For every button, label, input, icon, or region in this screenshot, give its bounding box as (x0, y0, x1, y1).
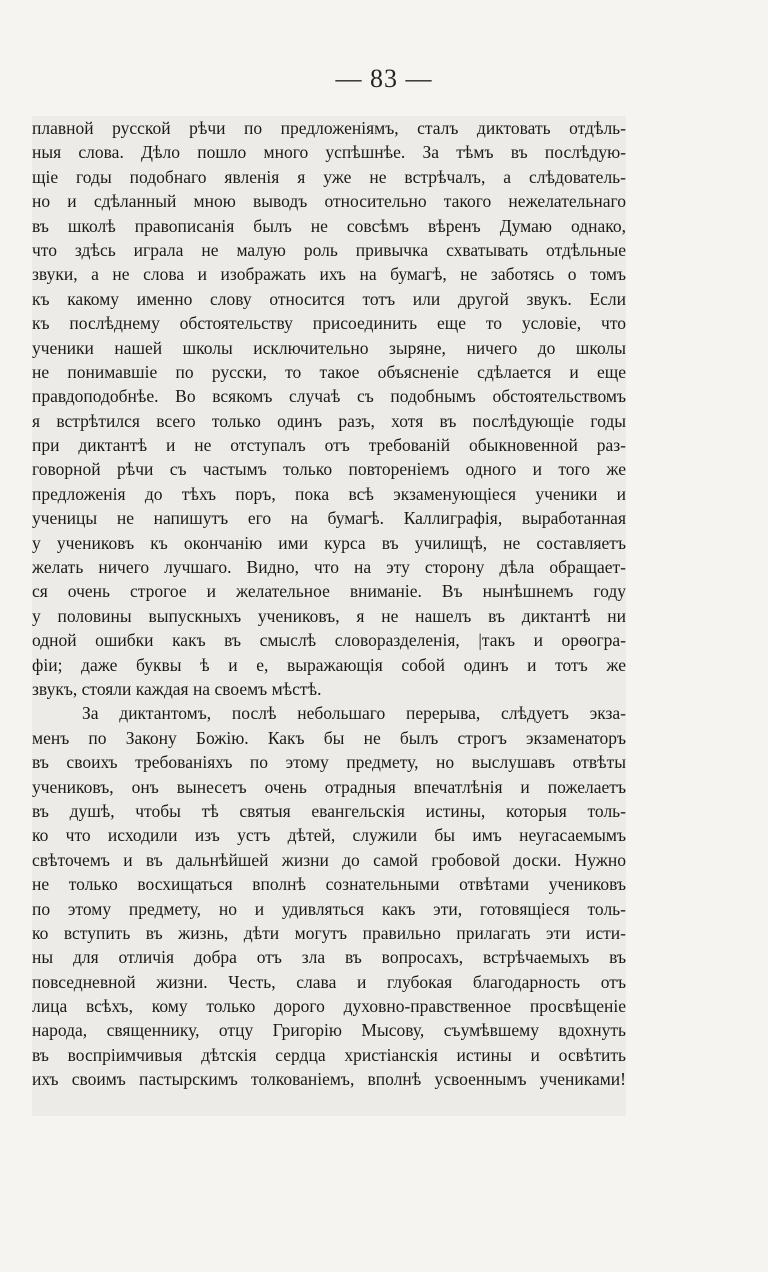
text-line: къ послѣднему обстоятельству присоединить еще то условіе, что (32, 312, 626, 334)
text-line: ко что исходили изъ устъ дѣтей, служили бы имъ неугасаемымъ (32, 824, 626, 846)
text-line: ихъ своимъ пастырскимъ толкованіемъ, вполнѣ усвоеннымъ учениками! (32, 1068, 626, 1090)
text-line: повседневной жизни. Честь, слава и глубокая благодарность отъ (32, 971, 626, 993)
text-line: но и сдѣланный мною выводъ относительно такого нежелательнаго (32, 190, 626, 212)
paragraph-2 (32, 701, 626, 1091)
text-line: въ своихъ требованіяхъ по этому предмету, но выслушавъ отвѣты (32, 751, 626, 773)
text-line: народа, священнику, отцу Григорію Мысову, съумѣвшему вдохнуть (32, 1020, 626, 1041)
text-block (32, 116, 626, 1116)
text-line: фіи; даже буквы ѣ и е, выражающія собой одинъ и тотъ же (32, 654, 626, 675)
text-line: ученицы не напишутъ его на бумагѣ. Каллиграфія, выработанная (32, 507, 626, 529)
text-line: звукъ, стояли каждая на своемъ мѣстѣ. (32, 678, 322, 700)
text-line: въ душѣ, чтобы тѣ святыя евангельскія истины, которыя толь- (32, 800, 626, 822)
text-line: правдоподобнѣе. Во всякомъ случаѣ съ подобнымъ обстоятельствомъ (32, 385, 626, 407)
text-line: ко вступить въ жизнь, дѣти могутъ правильно прилагать эти исти- (32, 922, 626, 944)
text-line: что здѣсь играла не малую роль привычка схватывать отдѣльные (32, 239, 626, 261)
text-line: въ воспріимчивыя дѣтскія сердца христіанскія истины и освѣтить (32, 1044, 626, 1066)
text-line: свѣточемъ и въ дальнѣйшей жизни до самой гробовой доски. Нужно (32, 849, 626, 871)
text-line: щіе годы подобнаго явленія я уже не встрѣчалъ, а слѣдователь- (32, 166, 626, 188)
text-line: въ школѣ правописанія былъ не совсѣмъ вѣренъ Думаю однако, (32, 215, 626, 236)
text-line: къ какому именно слову относится тотъ или другой звукъ. Если (32, 288, 626, 310)
text-line: ученики нашей школы исключительно зыряне, ничего до школы (32, 337, 626, 358)
paragraph-1 (32, 116, 626, 701)
text-line: не понимавшіе по русски, то такое объясненіе сдѣлается и еще (32, 361, 626, 383)
text-line: у учениковъ къ окончанію ими курса въ училищѣ, не составляетъ (32, 532, 626, 554)
text-line: говорной рѣчи съ частымъ только повтореніемъ одного и того же (32, 459, 626, 480)
text-line: учениковъ, онъ вынесетъ очень отрадныя впечатлѣнія и пожелаетъ (32, 776, 626, 797)
text-line: по этому предмету, но и удивляться какъ эти, готовящіеся толь- (32, 898, 626, 919)
page-number: — 83 — (335, 64, 433, 93)
text-line: при диктантѣ и не отступалъ отъ требованій обыкновенной раз- (32, 434, 626, 456)
text-line: одной ошибки какъ въ смыслѣ словоразделенія, |такъ и орѳогра- (32, 629, 626, 651)
text-line: лица всѣхъ, кому только дорого духовно-правственное просвѣщеніе (32, 995, 626, 1017)
text-line: ся очень строгое и желательное вниманіе. Въ нынѣшнемъ году (32, 581, 626, 602)
text-line: предложенія до тѣхъ поръ, пока всѣ экзаменующіеся ученики и (32, 483, 626, 505)
text-line: За диктантомъ, послѣ небольшаго перерыва, слѣдуетъ экза- (82, 702, 626, 724)
text-line: ны для отличія добра отъ зла въ вопросахъ, встрѣчаемыхъ въ (32, 946, 626, 968)
text-line: звуки, а не слова и изображать ихъ на бумагѣ, не заботясь о томъ (32, 263, 626, 285)
text-line: ныя слова. Дѣло пошло много успѣшнѣе. За тѣмъ въ послѣдую- (32, 141, 626, 163)
text-line: желать ничего лучшаго. Видно, что на эту сторону дѣла обращает- (32, 556, 626, 578)
text-line: у половины выпускныхъ учениковъ, я не нашелъ въ диктантѣ ни (32, 605, 626, 627)
text-line: менъ по Закону Божію. Какъ бы не былъ строгъ экзаменаторъ (32, 727, 626, 749)
text-line: плавной русской рѣчи по предложеніямъ, сталъ диктовать отдѣль- (32, 117, 626, 139)
text-line: я встрѣтился всего только одинъ разъ, хотя въ послѣдующіе годы (32, 410, 626, 432)
text-line: не только восхищаться вполнѣ сознательными отвѣтами учениковъ (32, 873, 626, 895)
